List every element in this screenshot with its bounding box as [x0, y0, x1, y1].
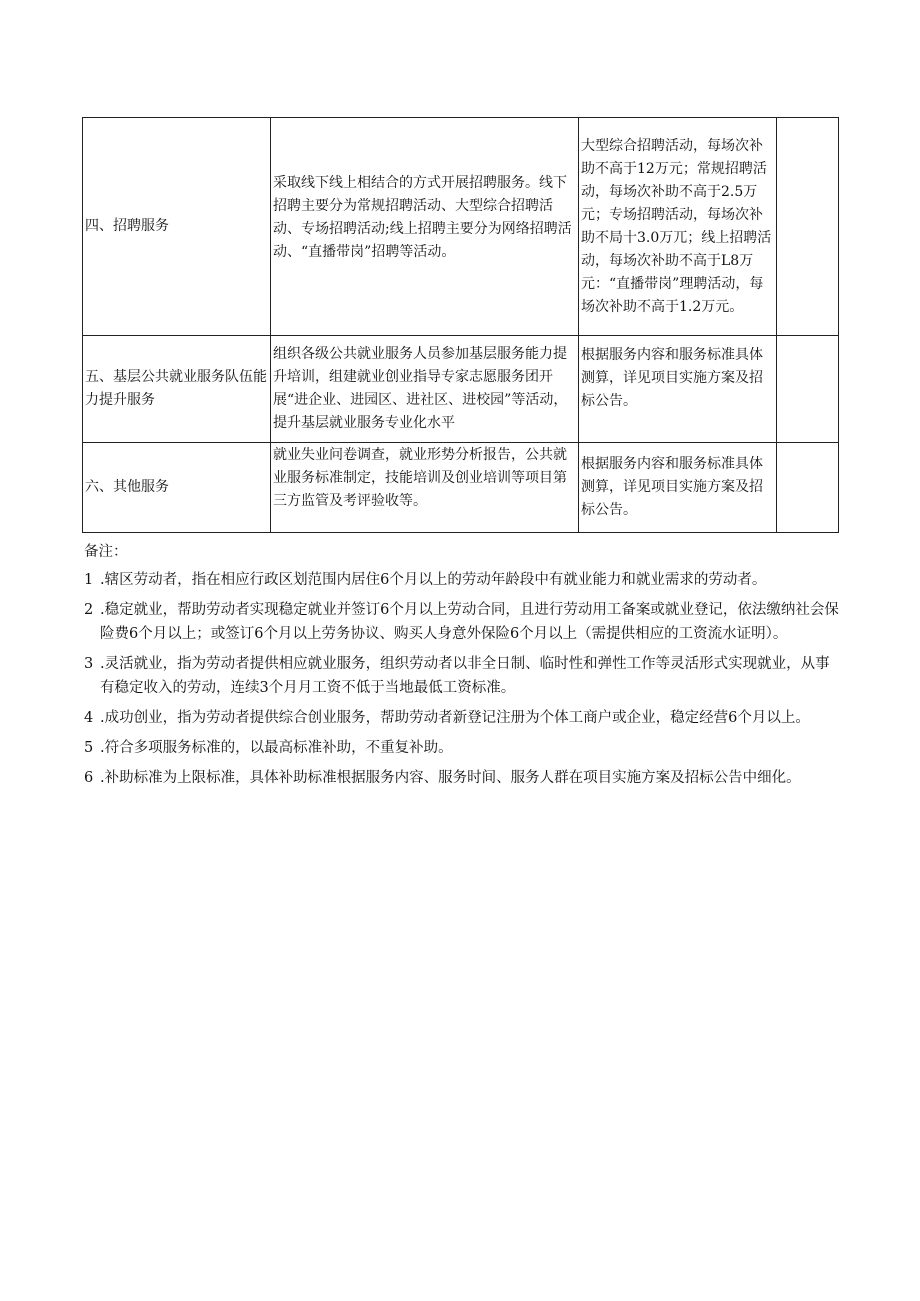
note-number: 3 — [84, 656, 94, 672]
note-item — [84, 766, 844, 790]
note-item — [84, 736, 844, 760]
category-cell: 六、其他服务 — [83, 443, 271, 533]
subsidy-text: 根据服务内容和服务标准具体测算，详见项目实施方案及招标公告。 — [581, 456, 763, 518]
note-item — [84, 706, 844, 730]
note-text: .补助标准为上限标准，具体补助标准根据服务内容、服务时间、服务人群在项目实施方案及招标公告中细化。 — [100, 770, 801, 786]
note-number: 1 — [84, 572, 94, 588]
note-text: .成功创业，指为劳动者提供综合创业服务，帮助劳动者新登记注册为个体工商户或企业，稳定经营6个月以上。 — [100, 710, 810, 726]
description-text: 就业失业问卷调查，就业形势分析报告，公共就业服务标准制定，技能培训及创业培训等项目第三方监管及考评验收等。 — [273, 447, 567, 509]
note-number: 5 — [84, 740, 94, 756]
note-text: .辖区劳动者，指在相应行政区划范围内居住6个月以上的劳动年龄段中有就业能力和就业需求的劳动者。 — [100, 572, 767, 588]
description-text: 采取线下线上相结合的方式开展招聘服务。线下招聘主要分为常规招聘活动、大型综合招聘活动、专场招聘活动;线上招聘主要分为网络招聘活动、“直播带岗”招聘等活动。 — [273, 174, 572, 260]
note-item — [84, 568, 844, 592]
subsidy-text: 大型综合招聘活动，每场次补助不高于12万元；常规招聘活动，每场次补助不高于2.5万元；专场招聘活动，每场次补助不局十3.0万兀；线上招聘活动，每场次补助不高于L8万元：“直播带岗”理聘活动，每场次补助不高于1.2万元。 — [581, 137, 772, 315]
empty-cell — [777, 336, 839, 443]
empty-cell — [777, 118, 839, 336]
subsidy-cell — [579, 443, 777, 533]
note-text: .灵活就业，指为劳动者提供相应就业服务，组织劳动者以非全日制、临时性和弹性工作等灵活形式实现就业，从事有稳定收入的劳动，连续3个月月工资不低于当地最低工资标准。 — [100, 656, 830, 696]
note-number: 2 — [84, 602, 94, 618]
service-table — [82, 117, 839, 533]
note-text: .稳定就业，帮助劳动者实现稳定就业并签订6个月以上劳动合同，且进行劳动用工备案或就业登记，依法缴纳社会保险费6个月以上；或签订6个月以上劳务协议、购买人身意外保险6个月以上（需提供相应的工资流水证明）。 — [100, 602, 839, 642]
subsidy-cell — [579, 336, 777, 443]
description-cell — [271, 443, 579, 533]
category-cell: 四、招聘服务 — [83, 118, 271, 336]
subsidy-text: 根据服务内容和服务标准具体测算，详见项目实施方案及招标公告。 — [581, 346, 763, 409]
note-number: 6 — [84, 770, 94, 786]
description-cell — [271, 336, 579, 443]
table-row — [83, 118, 839, 336]
category-cell: 五、基层公共就业服务队伍能力提升服务 — [83, 336, 271, 443]
subsidy-cell — [579, 118, 777, 336]
notes-title: 备注： — [84, 544, 128, 560]
table-row — [83, 336, 839, 443]
note-item — [84, 652, 844, 700]
table-row — [83, 443, 839, 533]
empty-cell — [777, 443, 839, 533]
description-cell — [271, 118, 579, 336]
note-text: .符合多项服务标准的，以最高标准补助，不重复补助。 — [100, 740, 453, 756]
notes-section — [84, 541, 844, 796]
description-text: 组织各级公共就业服务人员参加基层服务能力提升培训，组建就业创业指导专家志愿服务团开展“进企业、进园区、进社区、进校园”等活动，提升基层就业服务专业化水平 — [273, 346, 568, 431]
note-number: 4 — [84, 710, 94, 726]
note-item — [84, 598, 844, 646]
